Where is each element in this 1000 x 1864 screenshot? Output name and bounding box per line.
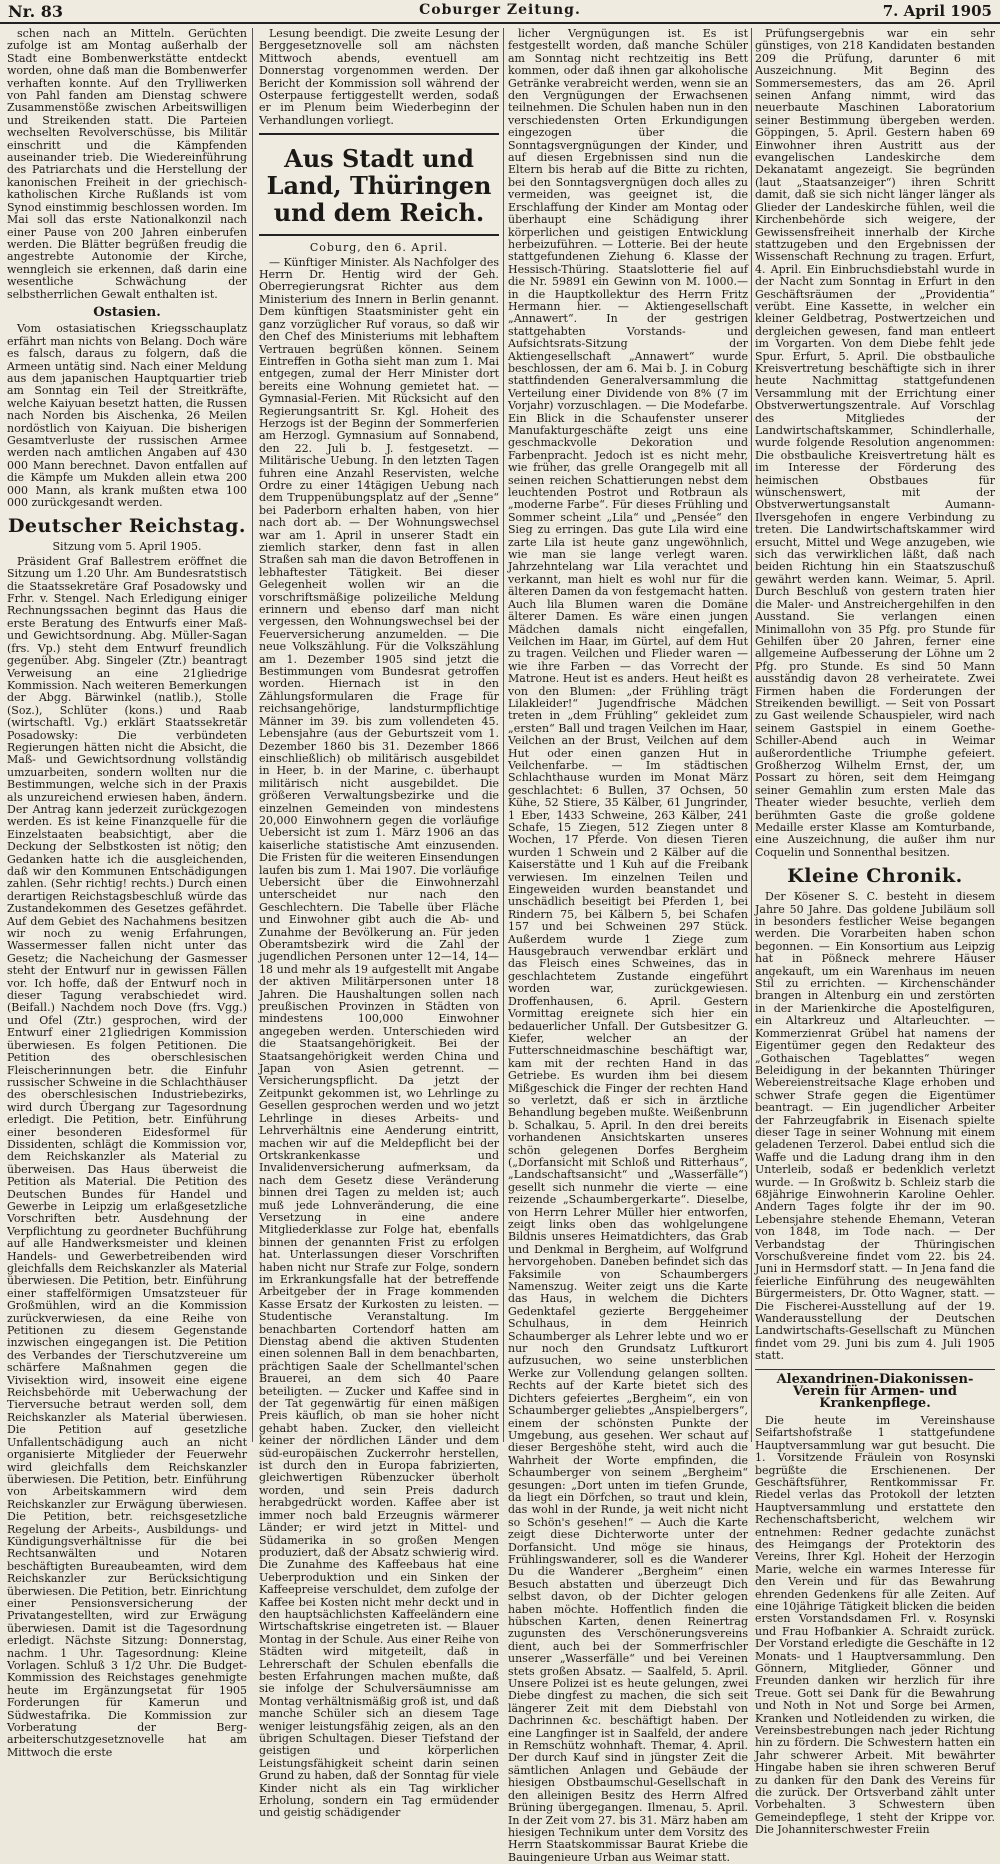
column-3	[508, 27, 748, 1864]
column-rule	[751, 28, 752, 1442]
column-rule	[252, 28, 253, 1442]
dateline: Coburg, den 6. April.	[309, 241, 449, 255]
column-2	[259, 27, 499, 1820]
section-header-box	[259, 133, 499, 236]
article-text: Lesung beendigt. Die zweite Lesung der Berggesetznovelle soll am nächsten Mittwoch abends, eventuell am Donnerstag vorgenommen werden. Der Bericht der Kommission soll während der Osterpause fertiggestellt werden, sodaß er im Plenum beim Wiederbeginn der Verhandlungen vorliegt.	[259, 27, 499, 127]
article-text: Präsident Graf Ballestrem eröffnet die Sitzung um 1.20 Uhr. Am Bundesratstisch die Staatssekretäre Graf Posadowsky und Frhr. v. Stengel. Nach Erledigung einiger Rechnungssachen beginnt das Haus die erste Beratung des Entwurfs einer Maß- und Gewichtsordnung. Abg. Müller-Sagan (frs. Vp.) steht dem Entwurf freundlich gegenüber. Abg. Singeler (Ztr.) beantragt Verweisung an eine 21gliedrige Kommission. Nach weiteren Bemerkungen der Abgg. Bärwinkel (natlib.), Stolle (Soz.), Schlüter (kons.) und Raab (wirtschaftl. Vg.) erklärt Staatssekretär Posadowsky: Die verbündeten Regierungen hätten nicht die Absicht, die Maß- und Gewichtsordnung vollständig umzuarbeiten, sondern wollten nur die Bestimmungen, welche sich in der Praxis als unzureichend erwiesen haben, ändern. Der Antrag kann jederzeit zurückgezogen werden. Es ist keine Finanzquelle für die Einzelstaaten beabsichtigt, aber die Deckung der Selbstkosten ist nötig; den Gedanken hatte ich die ausgleichenden, daß wir den Kommunen Entschädigungen zahlen. (Sehr richtig! rechts.) Durch einen derartigen Reichstagsbeschluß würde das Zustandekommen des Gesetzes gefährdet. Auf dem Gebiet des Nachahmens besitzen wir noch zu wenig Erfahrungen, Wassermesser fallen nicht unter das Gesetz; die Nacheichung der Gasmesser steht der Entwurf nur in gewissen Fällen vor. Ich hoffe, daß der Entwurf noch in dieser Tagung verabschiedet wird. (Beifall.) Nachdem noch Dove (frs. Vgg.) und Ofel (Ztr.) gesprochen, wird der Entwurf einer 21gliedrigen Kommission überwiesen. Es folgen Petitionen. Die Petition des oberschlesischen Fleischerinnungen betr. die Einfuhr russischer Schweine in die Schlachthäuser des oberschlesischen Industriebezirks, wird durch Übergang zur Tagesordnung erledigt. Die Petition, betr. Einführung einer besonderen Eidesformel für Dissidenten, schlägt die Kommission vor, dem Reichskanzler als Material zu überweisen. Das Haus überweist die Petition als Material. Die Petition des Deutschen Bundes für Handel und Gewerbe in Leipzig um erlaßgesetzliche Vorschriften betr. Ausdehnung der Verpflichtung zu geordneter Buchführung auf alle Handwerksmeister und kleinen Handels- und Gewerbetreibenden wird gleichfalls dem Reichskanzler als Material überwiesen. Die Petition, betr. Einführung einer staffelförmigen Umsatzsteuer für Großmühlen, wird an die Kommission zurückverwiesen, da eine Reihe von Petitionen zu diesem Gegenstande inzwischen eingegangen ist. Die Petition des Verbandes der Tierschutzvereine um schärfere Maßnahmen gegen die Vivisektion wird, insoweit eine eigene Reichsbehörde mit Ueberwachung der Tierversuche betraut werden soll, dem Reichskanzler als Material überwiesen. Die Petition auf gesetzliche Unfallentschädigung auch an nicht organisierte Mitglieder der Feuerwehr wird gleichfalls dem Reichskanzler überwiesen. Die Petition, betr. Einführung von Arbeitskammern wird dem Reichskanzler zur Erwägung überwiesen. Die Petition, betr. reichsgesetzliche Regelung der Arbeits-, Ausbildungs- und Kündigungsverhältnisse für die bei Rechtsanwälten und Notaren beschäftigten Bureaubeamten, wird dem Reichskanzler zur Berücksichtigung überwiesen. Die Petition, betr. Einrichtung einer Pensionsversicherung der Privatangestellten, wird zur Erwägung überwiesen. Damit ist die Tagesordnung erledigt. Nächste Sitzung: Donnerstag, nachm. 1 Uhr. Tagesordnung: Kleine Vorlagen. Schluß 3 1/2 Uhr. Die Budget-Kommission des Reichstages genehmigte heute im Ergänzungsetat für 1905 Forderungen für Kamerun und Südwestafrika. Die Kommission zur Vorberatung der Berg-arbeiterschutzgesetznovelle hat am Mittwoch die erste	[7, 554, 247, 1759]
masthead	[0, 0, 1000, 24]
article-text: licher Vergnügungen ist. Es ist festgestellt worden, daß manche Schüler am Sonntag nicht rechtzeitig ins Bett kommen, oder daß ihnen gar alkoholische Getränke verabreicht werden, wenn sie an den Vergnügungen der Erwachsenen teilnehmen. Die Schulen haben nun in den verschiedensten Orten Erkundigungen eingezogen über die Sonntagsvergnügungen der Kinder, und auf diesen Ergebnissen sind nun die Eltern bis herab auf die Bitte zu richten, bei den Sonntagsvergnügen doch alles zu vermeiden, was geeignet ist, die Erschlaffung der Kinder am Montag oder überhaupt eine Schädigung ihrer körperlichen und geistigen Entwicklung herbeizuführen. — Lotterie. Bei der heute stattgefundenen Ziehung 6. Klasse der Hessisch-Thüring. Staatslotterie fiel auf die Nr. 59891 ein Gewinn von M. 1000.— in die Hauptkollektur des Herrn Fritz Hermann hier. — Aktiengesellschaft „Annawert“. In der gestrigen stattgehabten Vorstands- und Aufsichtsrats-Sitzung der Aktiengesellschaft „Annawert“ wurde beschlossen, der am 6. Mai b. J. in Coburg stattfindenden Generalversammlung die Verteilung einer Dividende von 8% (7 im Vorjahr) vorzuschlagen. — Die Modefarbe. Ein Blick in die Schaufenster unserer Manufakturgeschäfte zeigt uns eine geschmackvolle Dekoration und Farbenpracht. Jedoch ist es nicht mehr, wie früher, das grelle Orangegelb mit all seinen reichen Schattierungen nebst dem leuchtenden Postrot und Rotbraun als „moderne Farbe“. Für dieses Frühling und Sommer scheint „Lila“ und „Pensée“ den Sieg zu erringen. Das gute Lila wird eine zarte Lila ist heute ganz ungewöhnlich, wie man sie lange verlegt waren. Jahrzehntelang war Lila verachtet und verkannt, man hielt es wohl nur für die älteren Damen da von festgemacht hatten. Auch lila Blumen waren die Domäne älterer Damen. Es wäre einen jungen Mädchen damals nicht eingefallen, Veilchen im Haar, im Gürtel, auf dem Hut zu tragen. Veilchen und Flieder waren — wie ihre Farben — das Vorrecht der Matrone. Heut ist es anders. Heut heißt es von den Blumen: „der Frühling trägt Lilakleider!“ Jugendfrische Mädchen treten in „dem Frühling“ gekleidet zum „ersten“ Ball und tragen Veilchen im Haar, Veilchen an der Brust, Veilchen auf dem Hut oder einen ganzen Hut in Veilchenfarbe. — Im städtischen Schlachthause wurden im Monat März geschlachtet: 6 Bullen, 37 Ochsen, 50 Kühe, 52 Stiere, 35 Kälber, 61 Jungrinder, 1 Eber, 1433 Schweine, 263 Kälber, 241 Schafe, 15 Ziegen, 512 Ziegen unter 8 Wochen, 17 Pferde. Von diesen Tieren wurden 1 Schwein und 2 Kälber auf die Kaiserstätte und 1 Kuh auf die Freibank verwiesen. Im einzelnen Teilen und Eingeweiden wurden beanstandet und unschädlich beseitigt bei Pferden 1, bei Rindern 75, bei Kälbern 5, bei Schafen 157 und bei Schweinen 297 Stück. Außerdem wurde 1 Ziege zum Hausgebrauch verwendbar erklärt und das Fleisch eines Schweines, das in geschlachtetem Zustande eingeführt worden war, zurückgewiesen. Droffenhausen, 6. April. Gestern Vormittag ereignete sich hier ein bedauerlicher Unfall. Der Gutsbesitzer G. Kiefer, welcher an der Futterschneidmaschine beschäftigt war, kam mit der rechten Hand in das Getriebe. Es wurden ihm bei diesem Mißgeschick die Finger der rechten Hand so verletzt, daß er sich in ärztliche Behandlung begeben mußte. Weißenbrunn b. Schalkau, 5. April. In den drei bereits vorhandenen Ansichtskarten unseres schön gelegenen Dorfes Bergheim („Dorfansicht mit Schloß und Ritterhaus“, „Landschaftsansicht“ und „Wasserfälle“) gesellt sich nunmehr die vierte — eine reizende „Schaumbergerkarte“. Dieselbe, von Herrn Lehrer Müller hier entworfen, zeigt links oben das wohlgelungene Bildnis unseres Heimatdichters, das Grab und Denkmal in Bergheim, auf Wolfgrund hervorgehoben. Daneben befindet sich das Faksimile von Schaumbergers Namenszug. Weiter zeigt uns die Karte das Haus, in welchem die Dichters Gedenktafel gezierte Berggeheimer Schulhaus, in dem Heinrich Schaumberger als Lehrer lebte und wo er nur noch den Grundsatz Luftkurort aufzusuchen, wo seine unsterblichen Werke zur Vollendung gelangen sollten. Rechts auf der Karte bietet sich des Dichters gefeiertes „Bergheim“, ein von Schaumberger geliebtes „Anspielbergers“, einem der schönsten Punkte der Umgebung, aus gesehen. Wer schaut auf dieser Bergeshöhe steht, wird auch die Wahrheit der Worte empfinden, die Schaumberger von seinem „Bergheim“ gesungen: „Dort unten im tiefen Grunde, da liegt ein Dörfchen, so traut und klein, das wohl in der Runde, ja weit nicht nicht so Schön's gesehen!“ — Auch die Karte zeigt diese Dichterworte unter der Dorfansicht. Und möge sie hinaus, Frühlingswanderer, soll es die Wanderer Du die Wanderer „Bergheim“ einen Besuch abstatten und überzeugt Dich selbst davon, ob der Dichter gelogen haben möchte. Hoffentlich finden die hübschen Karten, denen Reinertrag zugunsten des Verschönerungsvereins dient, auch bei der Sommerfrischler unserer „Wasserfälle“ und bei Vereinen stets großen Absatz. — Saalfeld, 5. April. Unsere Polizei ist es heute gelungen, zwei Diebe dingfest zu machen, die sich seit längerer Zeit mit dem Diebstahl von Dachrinnen &c. beschäftigt haben. Der eine Langfinger ist in Saalfeld, der andere in Remschütz wohnhaft. Themar, 4. April. Der durch Kauf sind in jüngster Zeit die sämtlichen Anlagen und Gebäude der hiesigen Obstbaumschul-Gesellschaft in den alleinigen Besitz des Herrn Alfred Brüning übergegangen. Ilmenau, 5. April. In der Zeit vom 27. bis 31. März haben am hiesigen Technikum unter dem Vorsitz des Herrn Staatskommissar Baurat Kriebe die Bauingenieure Urban aus Weimar statt.	[508, 27, 748, 1864]
issue-date: 7. April 1905	[882, 2, 992, 20]
article-text: schen nach an Mitteln. Gerüchten zufolge ist am Montag außerhalb der Stadt eine Bombenwerkstätte entdeckt worden, ohne daß man die Bombenwerfer verhaften konnte. Auf den Trylliwerken von Pahl fanden am Dienstag schwere Zusammenstöße zwischen Arbeitswilligen und Streikenden statt. Die Parteien wechselten Revolverschüsse, bis Militär einschritt und die Kämpfenden auseinander trieb. Die Wiedereinführung des Patriarchats und die Herstellung der kanonischen Freiheit in der griechisch-katholischen Kirche Rußlands ist vom Synod einstimmig beschlossen worden. Im Mai soll das erste Nationalkonzil nach einer Pause von 200 Jahren einberufen werden. Die Blätter begrüßen freudig die angestrebte Autonomie der Kirche, wenngleich sie erkennen, daß darin eine wesentliche Schwächung der selbstherrlichen Gewalt enthalten ist.	[7, 27, 247, 301]
section-heading-verein: Alexandrinen-Diakonissen-Verein für Armen- und Krankenpflege.	[755, 1369, 995, 1411]
article-text: Vom ostasiatischen Kriegsschauplatz erfährt man nichts von Belang. Doch wäre es falsch, daraus zu folgern, daß die Armeen untätig sind. Nach einer Meldung aus dem japanischen Hauptquartier trieb am Sonntag ein Teil der Streitkräfte, welche Kaiyuan besetzt hatten, die Russen nach Norden bis Aischenka, 26 Meilen nordöstlich von Kaiyuan. Die bisherigen Gesamtverluste der russischen Armee werden nach amtlichen Angaben auf 430 000 Mann berechnet. Davon entfallen auf die Kämpfe um Mukden allein etwa 200 000 Mann, als krank mußten etwa 100 000 zurückgesandt werden.	[7, 322, 247, 510]
article-text: Prüfungsergebnis war ein sehr günstiges, von 218 Kandidaten bestanden 209 die Prüfung, darunter 6 mit Auszeichnung. Mit Beginn des Sommersemesters, das am 26. April seinen Anfang nimmt, wird das neuerbaute Maschinen Laboratorium seiner Bestimmung übergeben werden. Göppingen, 5. April. Gestern haben 69 Einwohner ihren Austritt aus der evangelischen Landeskirche dem Dekanatamt angezeigt. Sie begründen (laut „Staatsanzeiger“) ihren Schritt damit, daß sie sich nicht länger länger als Glieder der Landeskirche fühlen, weil die Kirchenbehörde sich weigere, der Gewissensfreiheit innerhalb der Kirche stattzugeben und den Ergebnissen der Wissenschaft Rechnung zu tragen. Erfurt, 4. April. Ein Einbruchsdiebstahl wurde in der Nacht zum Sonntag in Erfurt in den Geschäftsräumen der „Providentia“ verübt. Eine Kassette, in welcher ein kleiner Geldbetrag, Postwertzeichen und dergleichen gewesen, fand man entleert im Vorgarten. Von dem Diebe fehlt jede Spur. Erfurt, 5. April. Die obstbauliche Kreisvertretung beschäftigte sich in ihrer heute Nachmittag stattgefundenen Versammlung mit der Errichtung einer Obstverwertungszentrale. Auf Vorschlag des Mitgliedes der Landwirtschaftskammer, Schindlerhalle, wurde folgende Resolution angenommen: Die obstbauliche Kreisvertretung hält es im Interesse der Förderung des heimischen Obstbaues für wünschenswert, mit der Obstverwertungsanstalt Aumann-Ilversgehofen in engere Verbindung zu treten. Die Landwirtschaftskammer wird ersucht, Mittel und Wege anzugeben, wie sich das verwirklichen läßt, daß nach beiden Richtung hin ein Staatszuschuß gewährt werden kann. Weimar, 5. April. Durch Beschluß von gestern traten hier die Maler- und Anstreichergehilfen in den Ausstand. Sie verlangen einen Minimallohn von 35 Pfg. pro Stunde für Gehilfen über 20 Jahren, ferner eine allgemeine Aufbesserung der Löhne um 2 Pfg. pro Stunde. Es sind 50 Mann ausständig davon 28 verheiratete. Zwei Firmen haben die Forderungen der Streikenden bewilligt. — Seit von Possart zu Gast weilende Schauspieler, wird nach seinem Gastspiel in einem Goethe-Schiller-Abend auch in Weimar außerordentliche Triumphe gefeiert. Großherzog Wilhelm Ernst, der, um Possart zu hören, seit dem Heimgang seiner Gemahlin zum ersten Male das Theater wieder besuchte, verlieh dem berühmten Gaste die große goldene Medaille erster Klasse am Komturbande, eine Auszeichnung, die außer ihm nur Coquelin und Sonnenthal besitzen.	[755, 27, 995, 859]
newspaper-title: Coburger Zeitung.	[419, 2, 581, 18]
column-4	[755, 27, 995, 1837]
issue-number: Nr. 83	[8, 2, 63, 21]
section-heading-kleine-chronik: Kleine Chronik.	[787, 865, 963, 888]
column-rule	[503, 28, 504, 1442]
column-1	[7, 27, 247, 1759]
section-heading-stadt-und-land: Aus Stadt und Land, Thüringen und dem Reich.	[266, 144, 492, 228]
section-heading-reichstag: Deutscher Reichstag.	[7, 515, 247, 538]
section-heading-ostasien: Ostasien.	[93, 304, 161, 320]
session-date: Sitzung vom 5. April 1905.	[52, 540, 202, 554]
article-text: Die heute im Vereinshause Seifartshofstraße 1 stattgefundene Hauptversammlung war gut besucht. Die 1. Vorsitzende Fräulein von Rosynski begrüßte die Erschienenen. Der Geschäftsführer, Rentkommissar Fr. Riedel verlas das Protokoll der letzten Hauptversammlung und erstattete den Rechenschaftsbericht, welchem wir entnehmen: Redner gedachte zunächst des Heimgangs der Protektorin des Vereins, Ihrer Kgl. Hoheit der Herzogin Marie, welche ein warmes Interesse für den Verein und für das Bewahrung ehrenden Gedenkens für alle Zeiten. Auf eine 10jährige Tätigkeit blicken die beiden ersten Vorstandsdamen Frl. v. Rosynski und Frau Hofbankier A. Schraidt zurück. Der Vorstand erledigte die Geschäfte in 12 Monats- und 1 Hauptversammlung. Den Gönnern, Mitglieder, Gönner und Freunden danken wir herzlich für ihre Treue. Gott sei Dank für die Bewahrung und Noth in Not und Sorge bei Armen, Kranken und Notleidenden zu wirken, die Vereinsbestrebungen nach jeder Richtung hin zu fördern. Die Schwestern hatten ein Jahr schwerer Arbeit. Mit bewährter Hingabe haben sie ihren schweren Beruf zu danken für den Dank des Vereins für die zurück. Der Ortsverband zählt unter Vorbehalten. 3 Schwestern üben Gemeindepflege, 1 steht der Krippe vor. Die Johanniterschwester Freiin	[755, 1413, 995, 1837]
article-text: Der Kösener S. C. besteht in diesem Jahre 50 Jahre. Das goldene Jubiläum soll in besonders festlicher Weise begangen werden. Die Vorarbeiten haben schon begonnen. — Ein Konsortium aus Leipzig hat in Pößneck mehrere Häuser angekauft, um ein Warenhaus im neuen Stil zu errichten. — Kirchenschänder brangen in Altenburg ein und zerstörten in der Marienkirche die Apostelfiguren, ein Altarkreuz und Altarleuchter. — Kommerzienrat Grübel hat namens der Eigentümer gegen den Redakteur des „Gothaischen Tageblattes“ wegen Beleidigung in der bekannten Thüringer Webereienstreitsache Klage erhoben und schwer Strafe gegen die Eigentümer beantragt. — Ein jugendlicher Arbeiter der Fahrzeugfabrik in Eisenach spielte dieser Tage in seiner Wohnung mit einem geladenen Terzerol. Dabei entlud sich die Waffe und die Ladung drang ihm in den Unterleib, sodaß er bedenklich verletzt wurde. — In Großwitz b. Schleiz starb die 68jährige Einwohnerin Karoline Oehler. Andern Tages folgte ihr der im 90. Lebensjahre stehende Ehemann, Veteran von 1848, im Tode nach. — Der Verbandstag der Thüringischen Vorschußvereine findet vom 22. bis 24. Juni in Hermsdorf statt. — In Jena fand die feierliche Einführung des neugewählten Bürgermeisters, Dr. Otto Wagner, statt. — Die Fischerei-Ausstellung auf der 19. Wanderausstellung der Deutschen Landwirtschafts-Gesellschaft zu München findet vom 29. Juni bis zum 4. Juli 1905 statt.	[755, 890, 995, 1363]
article-text: — Künftiger Minister. Als Nachfolger des Herrn Dr. Hentig wird der Geh. Oberregierungsrat Richter aus dem Ministerium des Innern in Berlin genannt. Dem künftigen Staatsminister geht ein ganz vorzüglicher Ruf voraus, so daß wir den Chef des Ministeriums mit lebhaftem Vertrauen begrüßen können. Seinem Eintreffen in Gotha sieht man zum 1. Mai entgegen, zumal der Herr Minister dort bereits eine Wohnung gemietet hat. — Gymnasial-Ferien. Mit Rücksicht auf den Regierungsantritt Sr. Kgl. Hoheit des Herzogs ist der Beginn der Sommerferien am Herzogl. Gymnasium auf Sonnabend, den 22. Juli b. J. festgesetzt. — Militärische Uebung. In den letzten Tagen fuhren eine Anzahl Reservisten, welche Ordre zu einer 14tägigen Uebung nach dem Truppenübungsplatz auf der „Senne“ bei Paderborn erhalten haben, von hier nach dort ab. — Der Wohnungswechsel war am 1. April in unserer Stadt ein ziemlich starker, denn fast in allen Straßen sah man die davon Betroffenen in lebhaftester Tätigkeit. Bei dieser Gelegenheit wollen wir an die vorschriftsmäßige polizeiliche Meldung erinnern und ebenso darf man nicht vergessen, den Wohnungswechsel bei der Feuerversicherung anzumelden. — Die neue Volkszählung. Für die Volkszählung am 1. Dezember 1905 sind jetzt die Bestimmungen vom Bundesrat getroffen worden. Hiernach ist in den Zählungsformularen die Frage für reichsangehörige, landsturmpflichtige Männer im 39. bis zum vollendeten 45. Lebensjahre (aus der Geburtszeit vom 1. Dezember 1860 bis 31. Dezember 1866 einschließlich) ob militärisch ausgebildet in Heer, b. in der Marine, c. überhaupt militärisch nicht ausgebildet. Die größeren Verwaltungsbezirke und die einzelnen Gemeinden von mindestens 20,000 Einwohnern gegen die vorläufige Uebersicht ist zum 1. März 1906 an das kaiserliche statistische Amt einzusenden. Die Fristen für die weiteren Einsendungen laufen bis zum 1. Mai 1907. Die vorläufige Uebersicht über die Einwohnerzahl unterscheidet nur nach den Geschlechtern. Die Tabelle über Fläche und Einwohner gibt auch die Ab- und Zunahme der Bevölkerung an. Für jeden Oberamtsbezirk wird die Zahl der jugendlichen Personen unter 12—14, 14—18 und mehr als 19 aufgestellt mit Angabe der aktiven Militärpersonen unter 18 Jahren. Die Haushaltungen sollen nach preußischen Provinzen in Städten von mindestens 100,000 Einwohner angegeben werden. Unterschieden wird die Staatsangehörigkeit. Bei der Staatsangehörigkeit werden China und Japan von Asien getrennt. — Versicherungspflicht. Da jetzt der Zeitpunkt gekommen ist, wo Lehrlinge zu Gesellen gesprochen werden und wo jetzt Lehrlinge in dieses Arbeits- und Lehrverhältnis eine Aenderung eintritt, machen wir auf die Meldepflicht bei der Ortskrankenkasse und Invalidenversicherung aufmerksam, da nach dem Gesetz diese Veränderung binnen drei Tagen zu melden ist; auch muß jede Lohnveränderung, die eine Versetzung in eine andere Mitgliederklasse zur Folge hat, ebenfalls binnen der genannten Frist zu erfolgen hat. Unterlassungen dieser Vorschriften haben nicht nur Strafe zur Folge, sondern im Erkrankungsfalle hat der betreffende Arbeitgeber der in Frage kommenden Kasse Ersatz der Kurkosten zu leisten. — Studentische Veranstaltung. Im benachbarten Cortendorf hatten am Dienstag abend die aktiven Studenten einen solennen Ball in dem benachbarten, prächtigen Saale der Schellmantel'schen Brauerei, an dem sich 40 Paare beteiligten. — Zucker und Kaffee sind in der Tat gegenwärtig für einen mäßigen Preis käuflich, ob man sie hoher nicht gehabt haben. Zucker, den vielleicht keiner der nördlichen Länder und dem süd-europäischen Zuckerrohr herstellen, ist durch den in Europa fabrizierten, gleichwertigen Rübenzucker überholt worden, und sein Preis dadurch herabgedrückt worden. Kaffee aber ist immer noch bald Erzeugnis wärmerer Länder; er wird jetzt in Mittel- und Südamerika in so großen Mengen produziert, daß der Absatz schwierig wird. Die Zunahme des Kaffeebaus hat eine Ueberproduktion und ein Sinken der Kaffeepreise verschuldet, dem zufolge der Kaffee bei Kosten nicht mehr deckt und in den hauptsächlichsten Kaffeeländern eine Wirtschaftskrise eingetreten ist. — Blauer Montag in der Schule. Aus einer Reihe von Städten wird mitgeteilt, daß in Lehrerschaft der Schulen ebenfalls die besten Erfahrungen machen mußte, daß sie infolge der Schulversäumnisse am Montag verhältnismäßig groß ist, und daß manche Schüler sich an diesem Tage weniger leistungsfähig zeigen, als an den übrigen Schultagen. Dieser Tiefstand der geistigen und körperlichen Leistungsfähigkeit scheint darin seinen Grund zu haben, daß der Sonntag für viele Kinder nicht als ein Tag wirklicher Erholung, sondern ein Tag ermüdender und geistig schädigender	[259, 255, 499, 1820]
